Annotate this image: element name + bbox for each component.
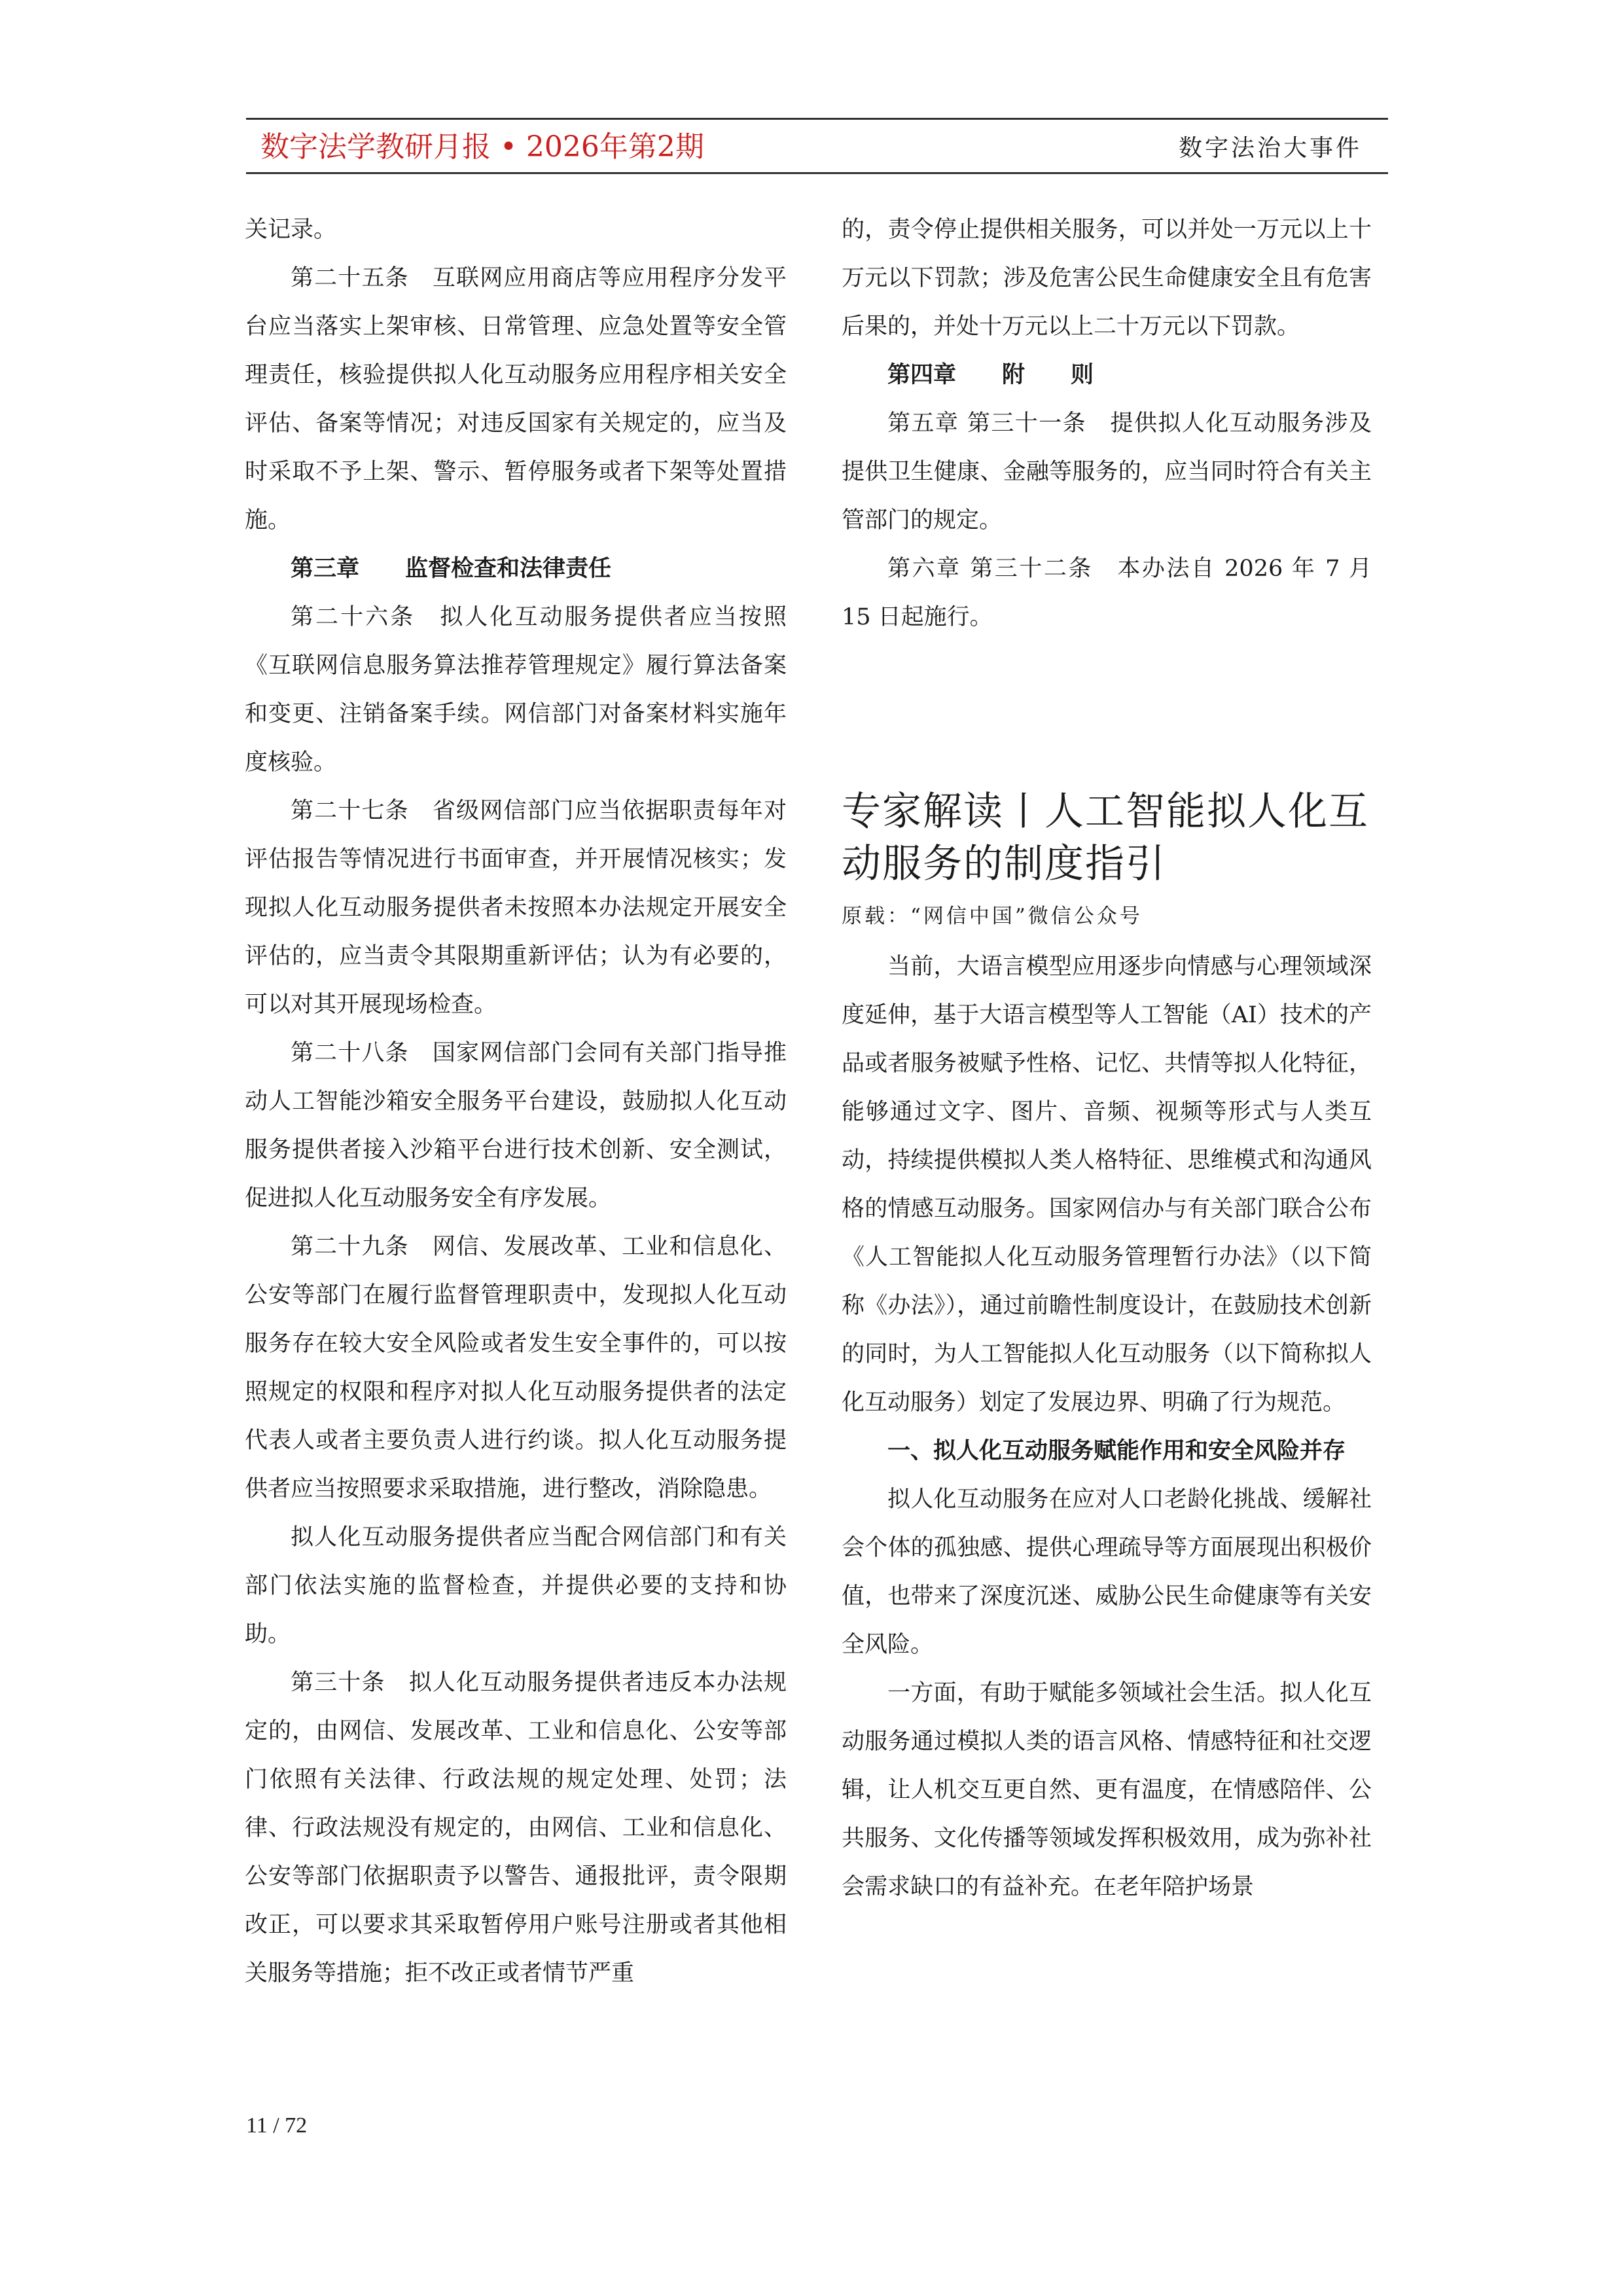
article-32: 第六章 第三十二条 本办法自 2026 年 7 月 15 日起施行。 bbox=[842, 556, 1372, 630]
article-title: 专家解读丨人工智能拟人化互动服务的制度指引 bbox=[842, 789, 1369, 887]
article-paragraph: 一方面，有助于赋能多领域社会生活。拟人化互动服务通过模拟人类的语言风格、情感特征和社交逻辑，让人机交互更自然、更有温度，在情感陪伴、公共服务、文化传播等领域发挥积极效用，成为弥补社会需求缺口的有益补充。在老年陪护场景 bbox=[842, 1680, 1372, 1900]
running-header bbox=[246, 118, 1388, 174]
article-paragraph: 拟人化互动服务在应对人口老龄化挑战、缓解社会个体的孤独感、提供心理疏导等方面展现出积极价值，也带来了深度沉迷、威胁公民生命健康等有关安全风险。 bbox=[842, 1486, 1372, 1658]
article-source: 原载：“网信中国”微信公众号 bbox=[842, 905, 1143, 928]
article-29-cont: 拟人化互动服务提供者应当配合网信部门和有关部门依法实施的监督检查，并提供必要的支持和协助。 bbox=[245, 1524, 787, 1647]
article-31: 第五章 第三十一条 提供拟人化互动服务涉及提供卫生健康、金融等服务的，应当同时符合有关主管部门的规定。 bbox=[842, 410, 1372, 533]
page-number: 11 / 72 bbox=[246, 2113, 308, 2138]
article-28: 第二十八条 国家网信部门会同有关部门指导推动人工智能沙箱安全服务平台建设，鼓励拟人化互动服务提供者接入沙箱平台进行技术创新、安全测试，促进拟人化互动服务安全有序发展。 bbox=[245, 1040, 787, 1211]
section-heading: 一、拟人化互动服务赋能作用和安全风险并存 bbox=[887, 1437, 1346, 1464]
section-title: 数字法治大事件 bbox=[1178, 135, 1362, 162]
article-29: 第二十九条 网信、发展改革、工业和信息化、公安等部门在履行监督管理职责中，发现拟人化互动服务存在较大安全风险或者发生安全事件的，可以按照规定的权限和程序对拟人化互动服务提供者的法定代表人或者主要负责人进行约谈。拟人化互动服务提供者应当按照要求采取措施，进行整改，消除隐患。 bbox=[245, 1234, 787, 1502]
article-30-cont: 的，责令停止提供相关服务，可以并处一万元以上十万元以下罚款；涉及危害公民生命健康安全且有危害后果的，并处十万元以上二十万元以下罚款。 bbox=[842, 217, 1372, 340]
right-column bbox=[842, 206, 1372, 1911]
article-paragraph: 当前，大语言模型应用逐步向情感与心理领域深度延伸，基于大语言模型等人工智能（AI）技术的产品或者服务被赋予性格、记忆、共情等拟人化特征，能够通过文字、图片、音频、视频等形式与人类互动，持续提供模拟人类人格特征、思维模式和沟通风格的情感互动服务。国家网信办与有关部门联合公布《人工智能拟人化互动服务管理暂行办法》（以下简称《办法》），通过前瞻性制度设计，在鼓励技术创新的同时，为人工智能拟人化互动服务（以下简称拟人化互动服务）划定了发展边界、明确了行为规范。 bbox=[842, 954, 1372, 1416]
chapter-4-heading: 第四章 附 则 bbox=[887, 361, 1094, 388]
spacer bbox=[842, 641, 1372, 785]
journal-title: 数字法学教研月报 • 2026年第2期 bbox=[260, 130, 704, 164]
article-25: 第二十五条 互联网应用商店等应用程序分发平台应当落实上架审核、日常管理、应急处置等安全管理责任，核验提供拟人化互动服务应用程序相关安全评估、备案等情况；对违反国家有关规定的，应当及时采取不予上架、警示、暂停服务或者下架等处置措施。 bbox=[245, 265, 787, 533]
left-column bbox=[245, 206, 787, 1998]
article-30: 第三十条 拟人化互动服务提供者违反本办法规定的，由网信、发展改革、工业和信息化、公安等部门依照有关法律、行政法规的规定处理、处罚；法律、行政法规没有规定的，由网信、工业和信息化、公安等部门依据职责予以警告、通报批评，责令限期改正，可以要求其采取暂停用户账号注册或者其他相关服务等措施；拒不改正或者情节严重 bbox=[245, 1670, 787, 1986]
article-26: 第二十六条 拟人化互动服务提供者应当按照《互联网信息服务算法推荐管理规定》履行算法备案和变更、注销备案手续。网信部门对备案材料实施年度核验。 bbox=[245, 604, 787, 776]
chapter-3-heading: 第三章 监督检查和法律责任 bbox=[291, 555, 612, 582]
paragraph: 关记录。 bbox=[245, 217, 337, 243]
article-27: 第二十七条 省级网信部门应当依据职责每年对评估报告等情况进行书面审查，并开展情况核实；发现拟人化互动服务提供者未按照本办法规定开展安全评估的，应当责令其限期重新评估；认为有必要的，可以对其开展现场检查。 bbox=[245, 798, 787, 1018]
